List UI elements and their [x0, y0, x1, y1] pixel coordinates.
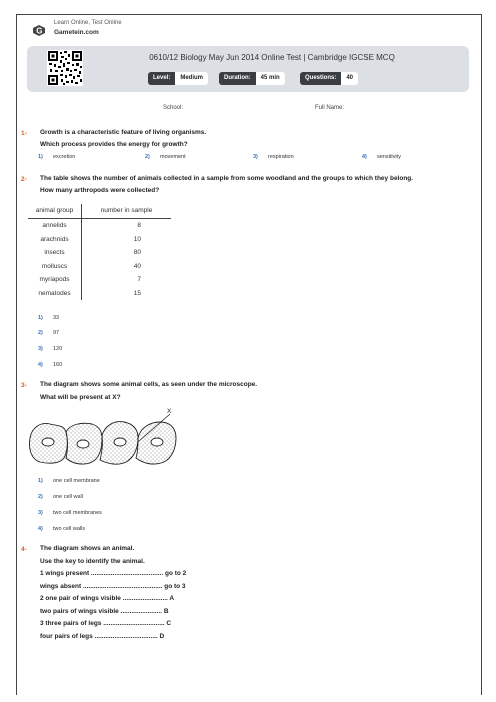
table-cell: 8: [137, 222, 141, 229]
table-cell: 7: [137, 276, 141, 283]
question-3-number: 3-: [21, 382, 27, 389]
animal-sample-table: [28, 204, 171, 300]
questions-label: Questions:: [300, 72, 341, 85]
table-cell: myriapods: [28, 273, 82, 287]
question-2-line-2: How many arthropods were collected?: [40, 187, 160, 194]
svg-text:G: G: [36, 26, 43, 36]
q1-option-2-text[interactable]: movement: [160, 154, 186, 160]
q1-option-2-number[interactable]: 2): [145, 154, 150, 160]
table-cell: arachnids: [28, 233, 82, 247]
table-header-row: [28, 204, 171, 219]
gametein-logo-icon: [32, 24, 47, 37]
q2-option-2-text[interactable]: 97: [53, 330, 60, 336]
table-cell: molluscs: [28, 260, 82, 274]
table-cell: nematodes: [28, 287, 82, 301]
questions-value: 40: [341, 72, 358, 85]
q1-option-1-number[interactable]: 1): [38, 154, 43, 160]
question-2-number: 2-: [21, 176, 27, 183]
question-4-line-1: The diagram shows an animal.: [40, 545, 135, 552]
nucleus-1: [42, 438, 54, 446]
school-field[interactable]: School:: [163, 105, 184, 111]
q1-option-4-number[interactable]: 4): [362, 154, 367, 160]
brand-site[interactable]: Gametein.com: [54, 29, 99, 36]
table-cell: 10: [133, 235, 141, 243]
q3-option-3-text[interactable]: two cell membranes: [53, 510, 102, 516]
level-label: Level:: [148, 72, 175, 85]
table-row: [28, 273, 171, 287]
q2-option-2-number[interactable]: 2): [38, 330, 43, 336]
table-header-number: number in sample: [82, 204, 172, 219]
qr-code-icon: [47, 50, 83, 86]
table-row: [28, 287, 171, 301]
question-1-line-1: Growth is a characteristic feature of living organisms.: [40, 129, 207, 136]
q1-option-1-text[interactable]: excretion: [53, 154, 76, 160]
key-line-5: 3 three pairs of legs .................................. C: [40, 620, 172, 627]
question-1-number: 1-: [21, 130, 27, 137]
q1-option-3-number[interactable]: 3): [253, 154, 258, 160]
duration-pill: [219, 72, 285, 85]
table-row: [28, 219, 171, 233]
nucleus-4: [151, 438, 163, 446]
table-cell: annelids: [28, 219, 82, 233]
q3-option-1-text[interactable]: one cell membrane: [53, 478, 100, 484]
level-value: Medium: [175, 72, 208, 85]
table-header-group: animal group: [28, 204, 82, 219]
q3-option-4-number[interactable]: 4): [38, 526, 43, 532]
nucleus-3: [114, 438, 126, 446]
duration-label: Duration:: [219, 72, 256, 85]
q1-option-3-text[interactable]: respiration: [268, 154, 294, 160]
q2-option-4-text[interactable]: 160: [53, 362, 63, 368]
key-line-2: wings absent ............................................ go to 3: [40, 583, 186, 590]
animal-cells-diagram: [26, 408, 182, 472]
question-2-line-1: The table shows the number of animals collected in a sample from some woodland and the groups to which they belong.: [40, 175, 414, 182]
duration-value: 45 min: [256, 72, 285, 85]
question-1-line-2: Which process provides the energy for growth?: [40, 141, 188, 148]
table-cell: insects: [28, 246, 82, 260]
full-name-field[interactable]: Full Name:: [315, 105, 345, 111]
table-cell: 15: [133, 289, 141, 297]
label-x: X: [167, 408, 172, 415]
test-title: 0610/12 Biology May Jun 2014 Online Test | Cambridge IGCSE MCQ: [149, 53, 395, 62]
q1-option-4-text[interactable]: sensitivity: [377, 154, 401, 160]
level-pill: [148, 72, 208, 85]
question-3-line-2: What will be present at X?: [40, 394, 121, 401]
q3-option-3-number[interactable]: 3): [38, 510, 43, 516]
questions-pill: [300, 72, 358, 85]
table-row: [28, 260, 171, 274]
q2-option-1-number[interactable]: 1): [38, 315, 43, 321]
q3-option-4-text[interactable]: two cell walls: [53, 526, 86, 532]
q3-option-1-number[interactable]: 1): [38, 478, 43, 484]
brand-tagline: Learn Online, Test Online: [54, 20, 122, 26]
q2-option-1-text[interactable]: 33: [53, 315, 60, 321]
key-line-6: four pairs of legs ................................... D: [40, 633, 165, 640]
nucleus-2: [77, 440, 89, 448]
q2-option-3-text[interactable]: 120: [53, 346, 63, 352]
question-4-number: 4-: [21, 546, 27, 553]
page-frame: [16, 14, 482, 695]
table-cell: 80: [133, 249, 141, 256]
table-row: [28, 233, 171, 247]
test-info-banner: [27, 46, 469, 92]
q3-option-2-number[interactable]: 2): [38, 494, 43, 500]
question-3-line-1: The diagram shows some animal cells, as seen under the microscope.: [40, 381, 258, 388]
table-cell: 40: [133, 262, 141, 270]
q2-option-3-number[interactable]: 3): [38, 346, 43, 352]
q3-option-2-text[interactable]: one cell wall: [53, 494, 83, 500]
key-line-3: 2 one pair of wings visible ......................... A: [40, 595, 175, 602]
key-line-4: two pairs of wings visible ....................... B: [40, 608, 169, 615]
q2-option-4-number[interactable]: 4): [38, 362, 43, 368]
table-row: [28, 246, 171, 260]
question-4-line-2: Use the key to identify the animal.: [40, 558, 145, 565]
key-line-1: 1 wings present ........................................ go to 2: [40, 570, 187, 577]
